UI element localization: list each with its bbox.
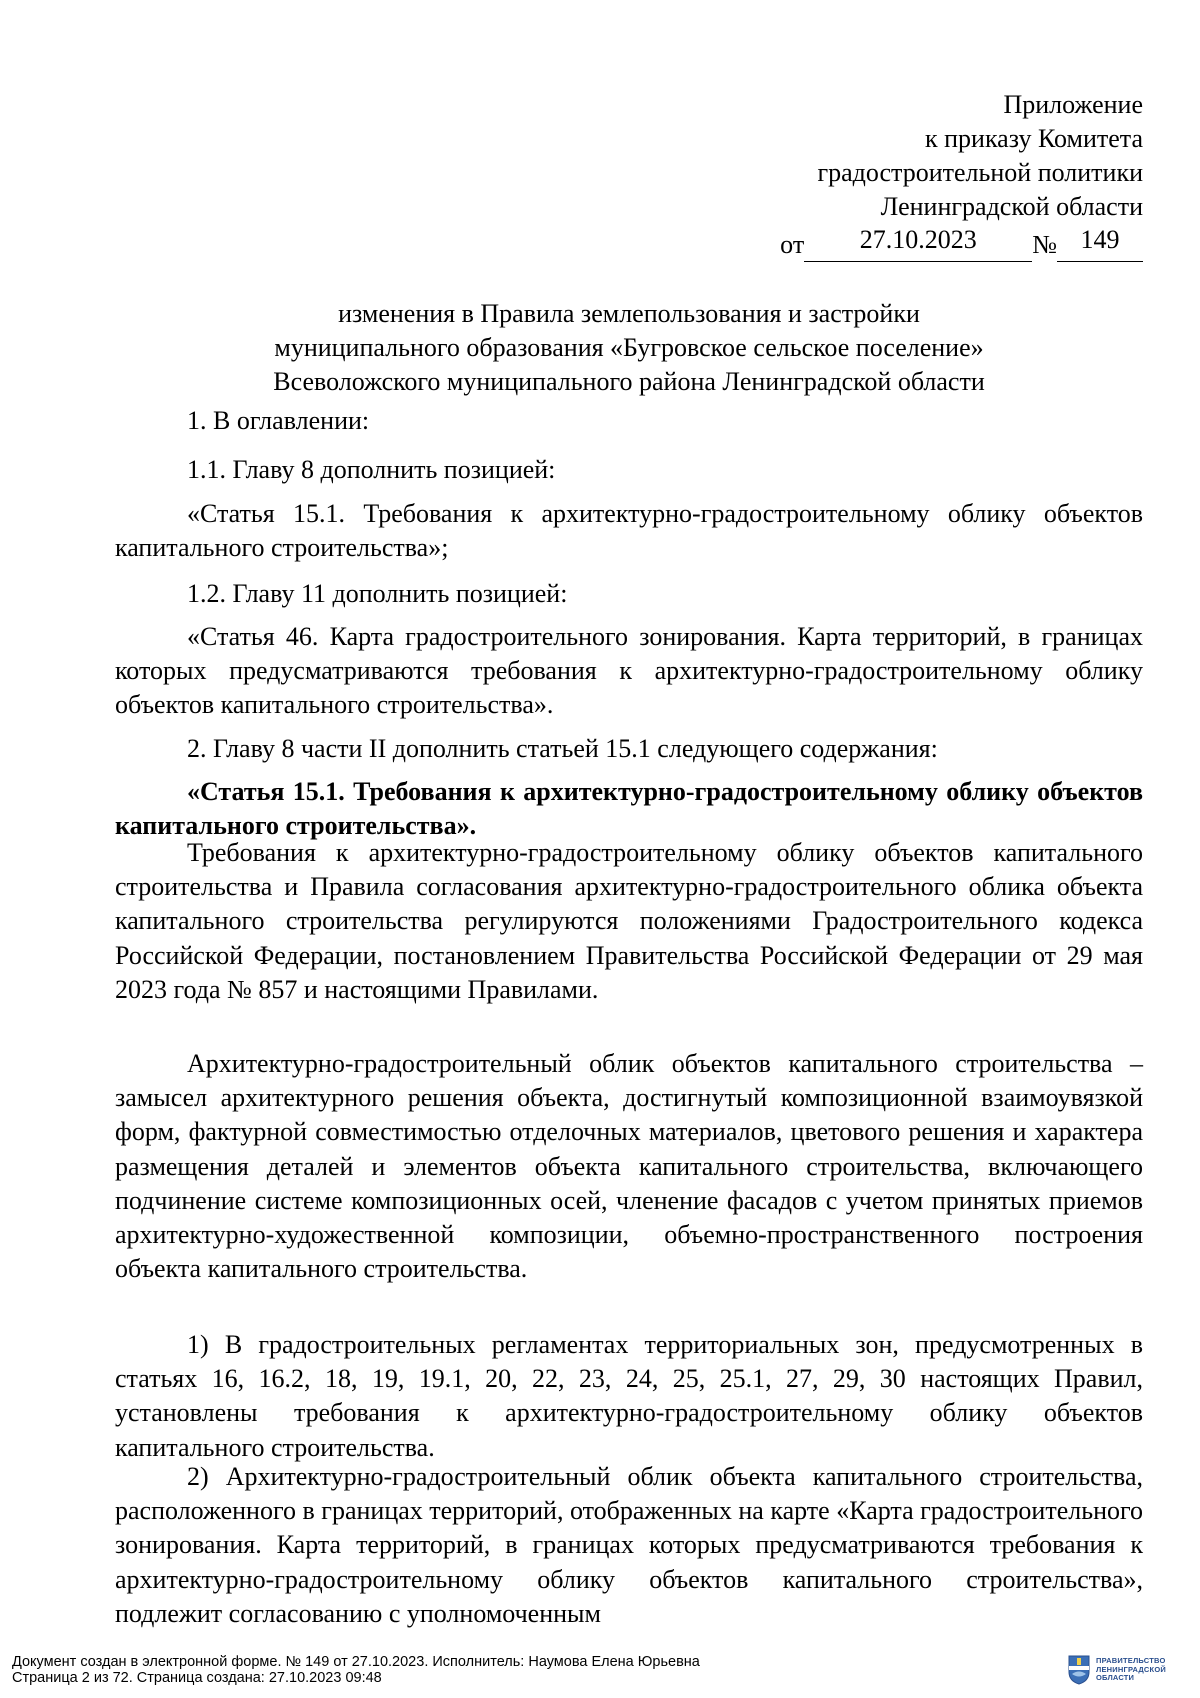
title-line: изменения в Правила землепользования и застройки bbox=[338, 299, 920, 328]
paragraph-item-1-2: 1.2. Главу 11 дополнить позицией: bbox=[187, 579, 568, 608]
footer-line: Страница 2 из 72. Страница создана: 27.10.2023 09:48 bbox=[12, 1670, 382, 1686]
footer-line: Документ создан в электронной форме. № 149 от 27.10.2023. Исполнитель: Наумова Елена Юрьевна bbox=[12, 1654, 700, 1670]
header-line: Ленинградской области bbox=[880, 192, 1143, 221]
paragraph-requirements: Требования к архитектурно-градостроительному облику объектов капитального строительства и Правила согласования архитектурно-градостроительного облика объекта капитального строительства регулируются положениями Градостроительного кодекса Российской Федерации, постановлением Правительства Российской Федерации от 29 мая 2023 года № 857 и настоящими Правилами. bbox=[115, 838, 1143, 1004]
logo-line: ЛЕНИНГРАДСКОЙ bbox=[1096, 1664, 1166, 1674]
order-date-number bbox=[583, 224, 1143, 262]
paragraph-item-2: 2. Главу 8 части II дополнить статьей 15.1 следующего содержания: bbox=[187, 734, 938, 763]
title-line: муниципального образования «Бугровское сельское поселение» bbox=[274, 333, 984, 362]
government-logo bbox=[1068, 1652, 1188, 1688]
order-number: 149 bbox=[1080, 225, 1120, 254]
document-title bbox=[115, 297, 1143, 399]
appendix-header bbox=[583, 88, 1143, 262]
logo-caption bbox=[1096, 1657, 1166, 1683]
title-line: Всеволожского муниципального района Ленинградской области bbox=[273, 367, 985, 396]
number-prefix: № bbox=[1032, 230, 1057, 259]
header-line: к приказу Комитета bbox=[924, 124, 1143, 153]
header-line: Приложение bbox=[1003, 90, 1143, 119]
header-line: градостроительной политики bbox=[817, 158, 1143, 187]
paragraph-article-15-1-toc: «Статья 15.1. Требования к архитектурно-градостроительному облику объектов капитального строительства»; bbox=[115, 499, 1143, 563]
logo-line: ПРАВИТЕЛЬСТВО bbox=[1096, 1656, 1166, 1666]
paragraph-point-2: 2) Архитектурно-градостроительный облик объекта капитального строительства, расположенного в границах территорий, отображенных на карте «Карта градостроительного зонирования. Карта территорий, в границах которых предусматриваются требования к архитектурно-градостроительному облику объектов капитального строительства», подлежит согласованию с уполномоченным bbox=[115, 1462, 1143, 1628]
paragraph-definition: Архитектурно-градостроительный облик объектов капитального строительства – замысел архитектурного решения объекта, достигнутый композиционной взаимоувязкой форм, фактурной совместимостью отделочных материалов, цветового решения и характера размещения деталей и элементов объекта капитального строительства, включающего подчинение системе композиционных осей, членение фасадов с учетом принятых приемов архитектурно-художественной композиции, объемно-пространственного построения объекта капитального строительства. bbox=[115, 1049, 1143, 1284]
order-date: 27.10.2023 bbox=[859, 225, 977, 254]
order-date-field bbox=[804, 225, 1032, 262]
document-footer bbox=[12, 1654, 700, 1686]
article-15-1-heading: «Статья 15.1. Требования к архитектурно-градостроительному облику объектов капитального строительства». bbox=[115, 777, 1143, 841]
coat-of-arms-icon bbox=[1068, 1655, 1090, 1685]
paragraph-item-1-1: 1.1. Главу 8 дополнить позицией: bbox=[187, 455, 556, 484]
paragraph-point-1: 1) В градостроительных регламентах территориальных зон, предусмотренных в статьях 16, 16.2, 18, 19, 19.1, 20, 22, 23, 24, 25, 25.1, 27, 29, 30 настоящих Правил, установлены требования к архитектурно-градостроительному облику объектов капитального строительства. bbox=[115, 1330, 1143, 1462]
order-number-field bbox=[1057, 225, 1143, 262]
date-prefix: от bbox=[780, 230, 805, 259]
paragraph-item-1: 1. В оглавлении: bbox=[187, 406, 370, 435]
logo-line: ОБЛАСТИ bbox=[1096, 1673, 1135, 1683]
paragraph-article-46-toc: «Статья 46. Карта градостроительного зонирования. Карта территорий, в границах которых предусматриваются требования к архитектурно-градостроительному облику объектов капитального строительства». bbox=[115, 622, 1143, 720]
